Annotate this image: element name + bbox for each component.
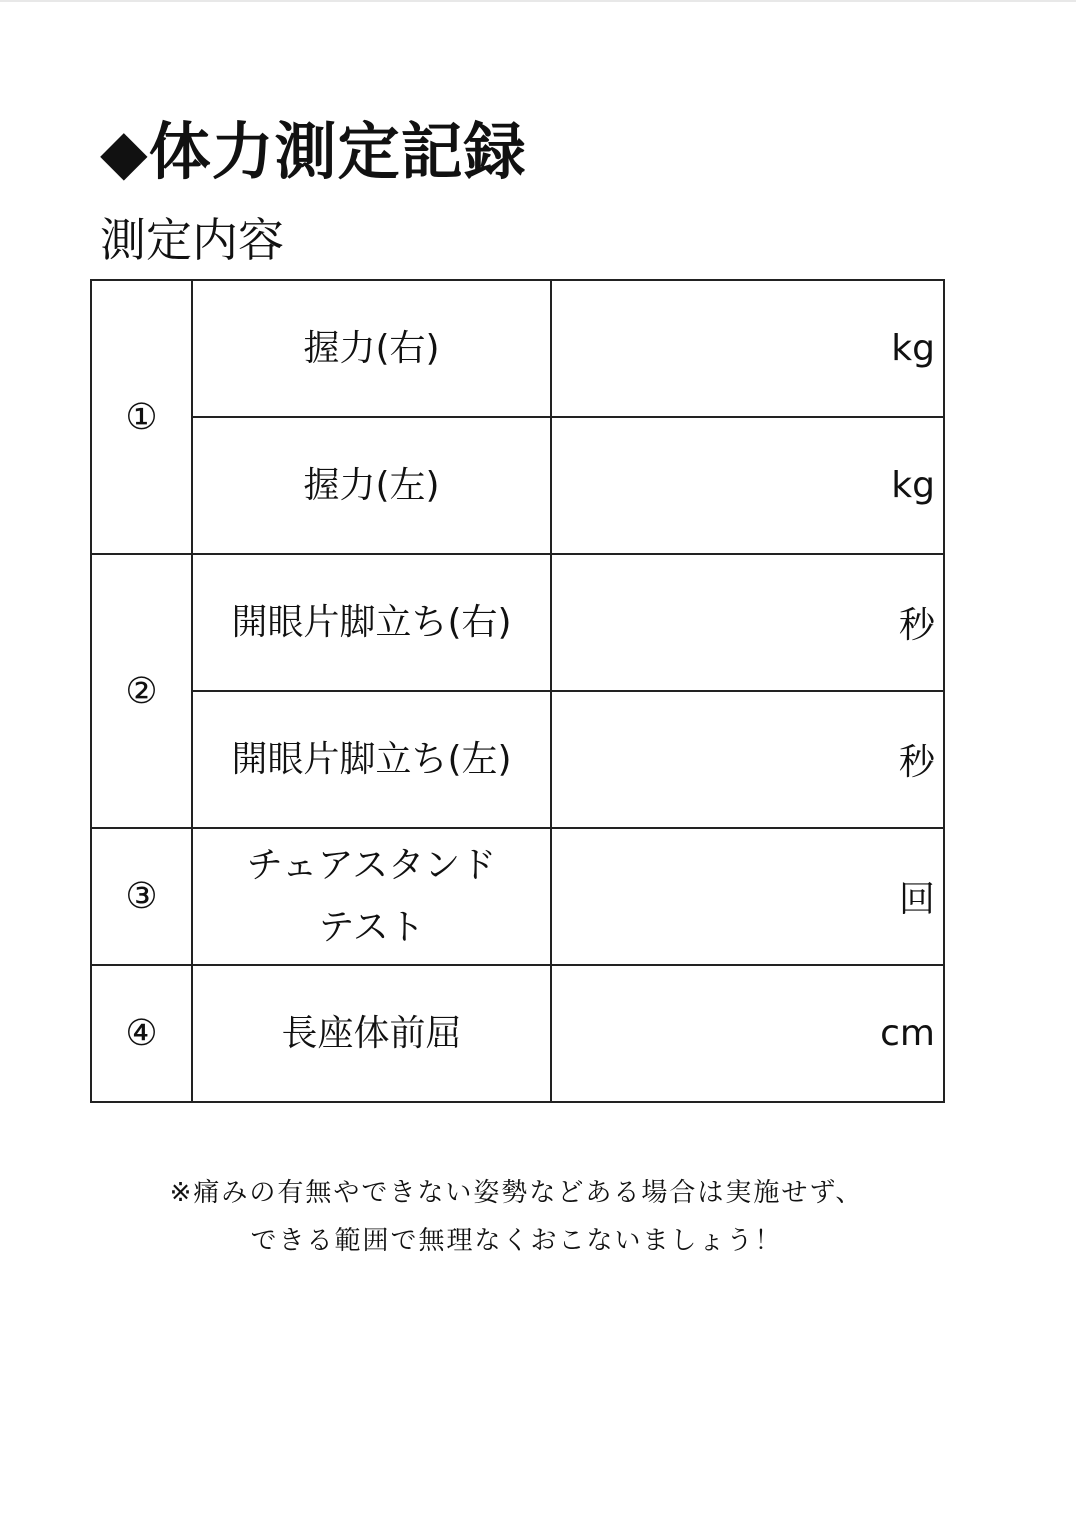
note-line: できる範囲で無理なくおこないましょう！ <box>250 1226 783 1256</box>
unit-label: cm <box>880 1013 935 1054</box>
group-number: ③ <box>91 828 192 965</box>
table-row <box>91 828 944 965</box>
table-row <box>91 554 944 691</box>
measurement-item: 開眼片脚立ち(左) <box>192 691 551 828</box>
measurement-item: 長座体前屈 <box>192 965 551 1102</box>
group-number: ④ <box>91 965 192 1102</box>
measurement-value-cell[interactable] <box>551 965 944 1102</box>
table-row <box>91 280 944 417</box>
table-row <box>91 691 944 828</box>
measurement-value-cell[interactable] <box>551 828 944 965</box>
note-line: ※痛みの有無やできない姿勢などある場合は実施せず、 <box>169 1178 864 1208</box>
unit-label: kg <box>891 328 935 369</box>
measurement-item: 開眼片脚立ち(右) <box>192 554 551 691</box>
measurement-value-cell[interactable] <box>551 280 944 417</box>
unit-label: 秒 <box>898 605 935 646</box>
measurement-item-line: チェアスタンド <box>246 844 497 886</box>
measurement-item: 握力(右) <box>192 280 551 417</box>
unit-label: 回 <box>898 879 935 920</box>
unit-label: 秒 <box>898 742 935 783</box>
group-number: ① <box>91 280 192 554</box>
measurement-item: 握力(左) <box>192 417 551 554</box>
table-row <box>91 965 944 1102</box>
page-top-edge <box>0 0 1076 2</box>
measurement-item <box>192 828 551 965</box>
group-number: ② <box>91 554 192 828</box>
measurement-item-line: テスト <box>318 906 425 948</box>
measurement-value-cell[interactable] <box>551 417 944 554</box>
measurement-table <box>90 279 945 1103</box>
measurement-value-cell[interactable] <box>551 554 944 691</box>
section-subtitle: 測定内容 <box>100 213 284 267</box>
unit-label: kg <box>891 465 935 506</box>
measurement-value-cell[interactable] <box>551 691 944 828</box>
page-title: ◆体力測定記録 <box>100 115 527 188</box>
table-row <box>91 417 944 554</box>
